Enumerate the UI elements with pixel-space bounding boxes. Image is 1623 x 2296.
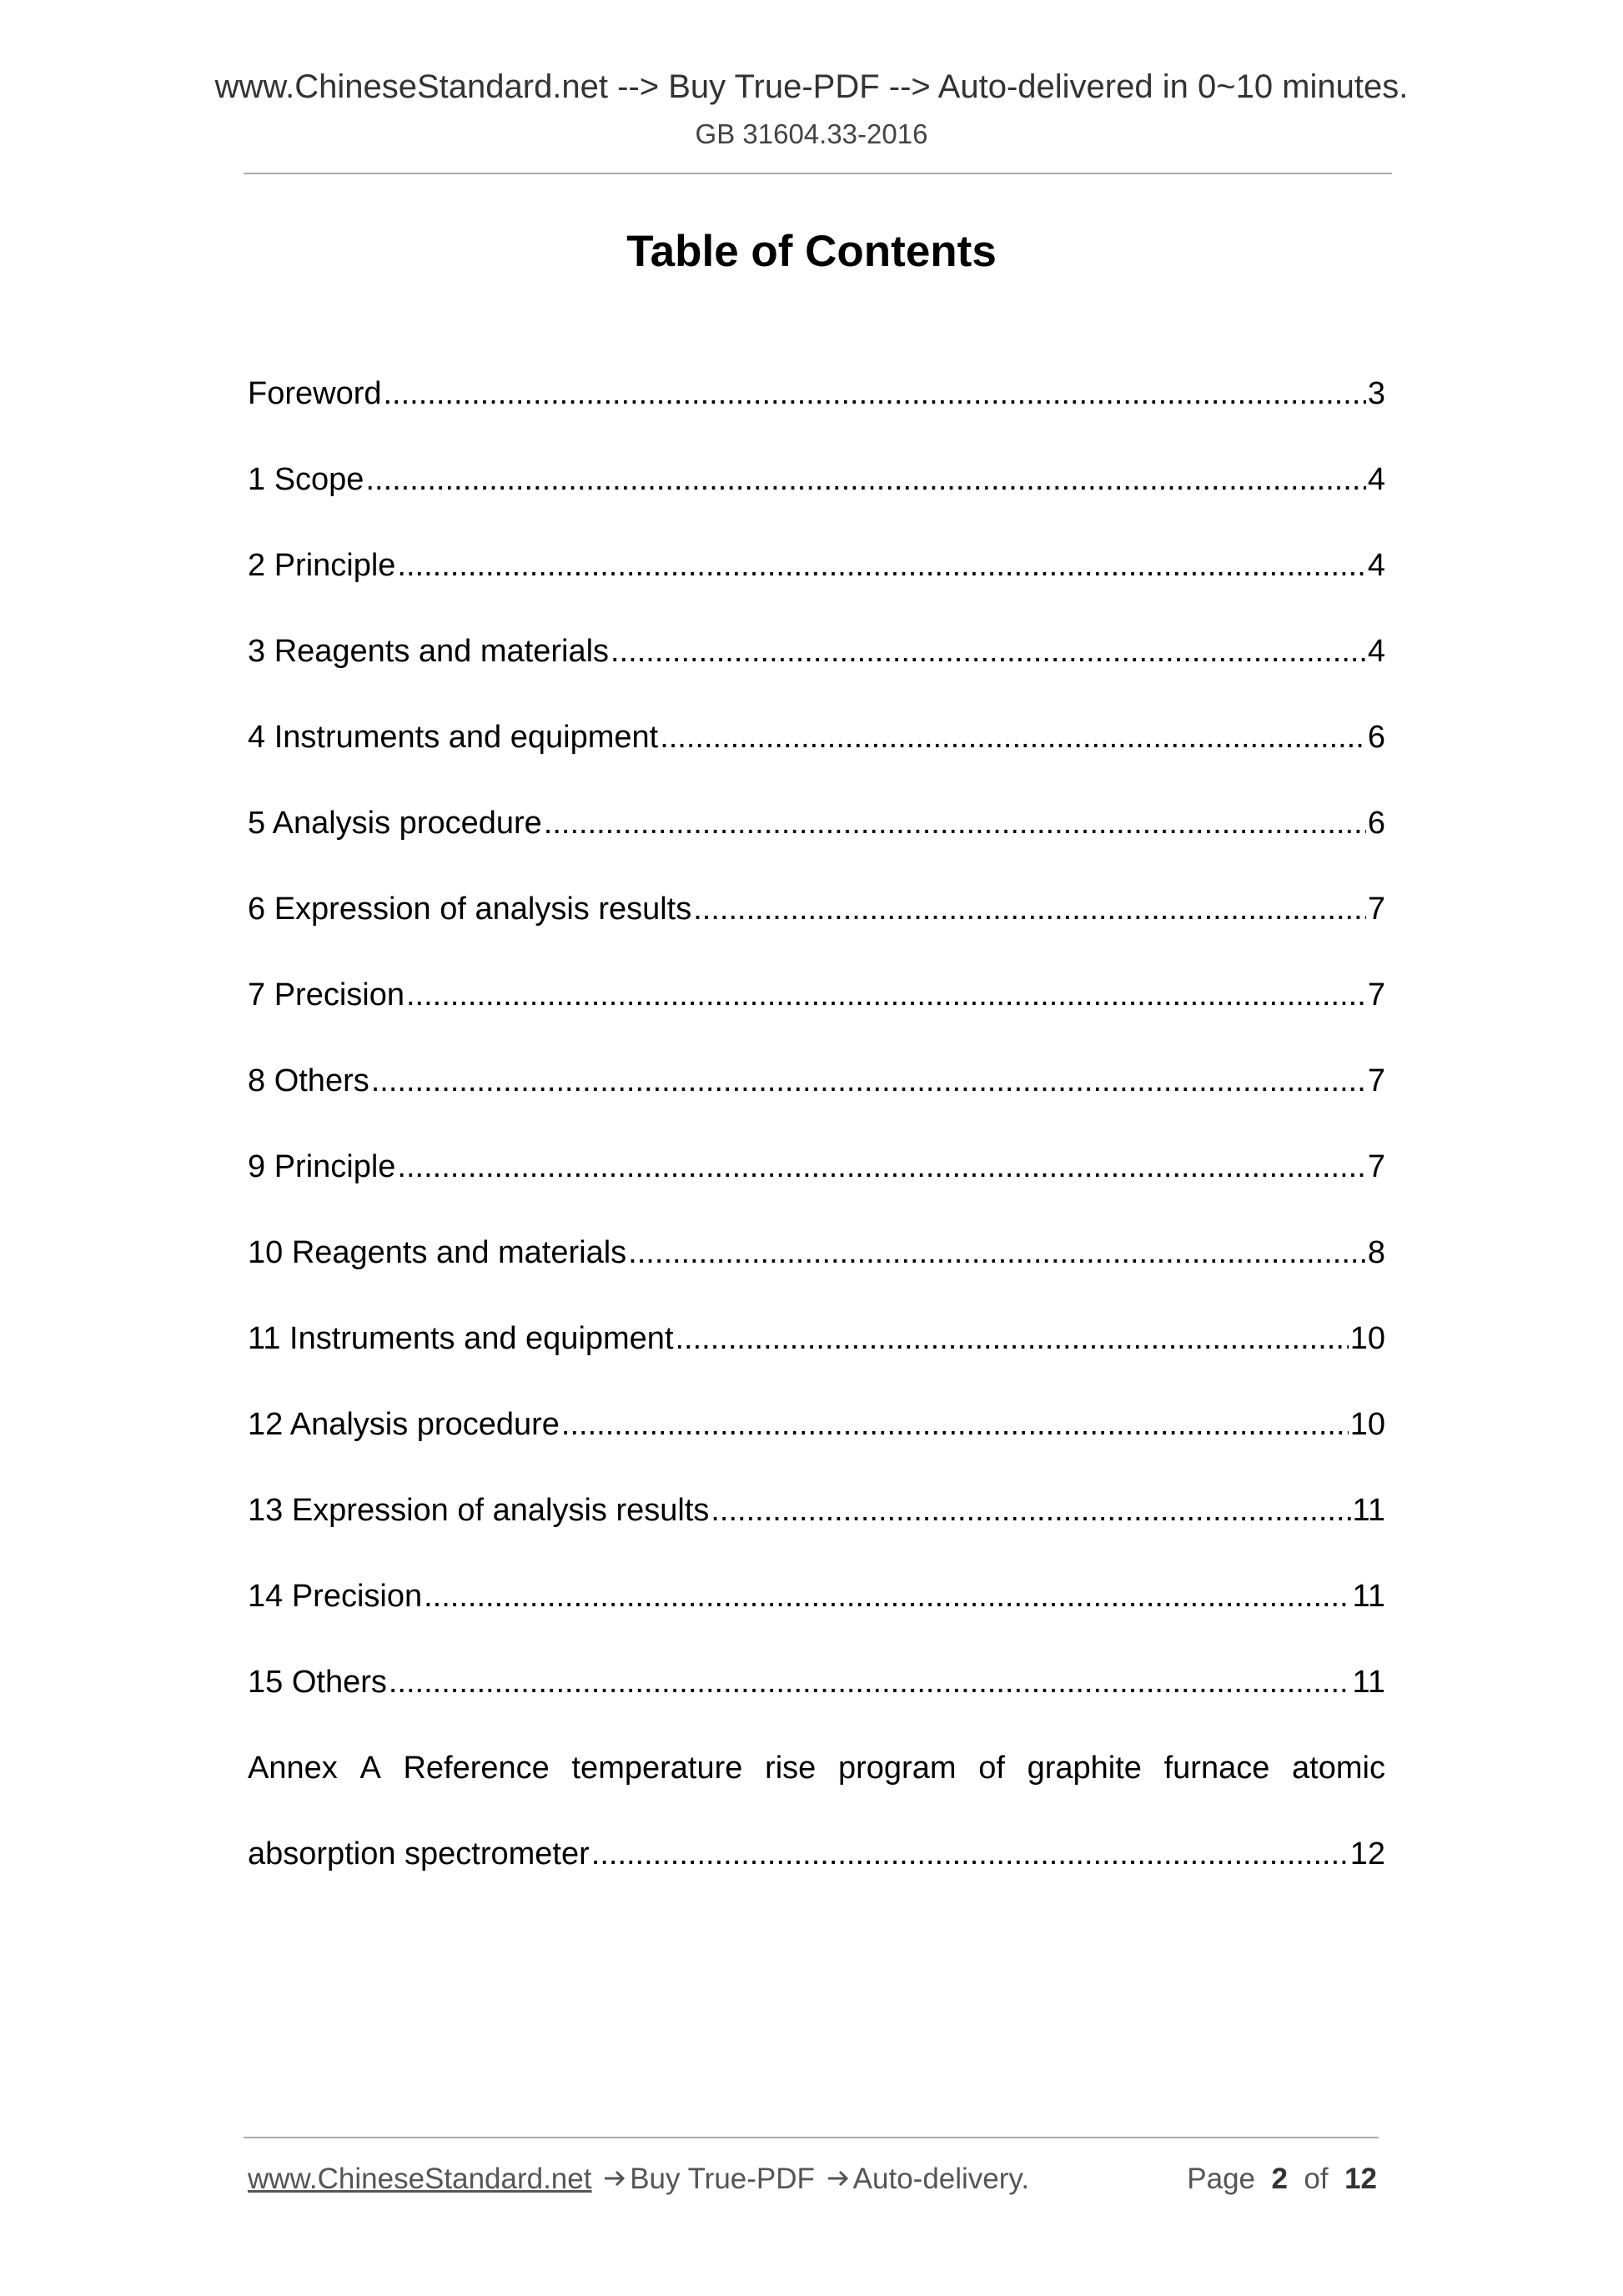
dot-leader — [544, 804, 1366, 842]
toc-entry-label: 10 Reagents and materials — [248, 1234, 627, 1270]
page-title: Table of Contents — [626, 227, 997, 276]
toc-entry-page: 6 — [1367, 805, 1385, 841]
annex-title-word: Reference — [403, 1750, 550, 1786]
toc-entry[interactable] — [248, 1381, 1385, 1467]
toc-entry-label: 1 Scope — [248, 461, 364, 497]
toc-entry-page: 12 — [1349, 1836, 1385, 1871]
toc-entry-page: 7 — [1367, 1063, 1385, 1098]
toc-entry-page: 4 — [1367, 461, 1385, 497]
toc-entry-page: 10 — [1349, 1406, 1385, 1442]
toc-entry-label: 3 Reagents and materials — [248, 633, 610, 669]
toc-entry-page: 10 — [1349, 1320, 1385, 1356]
toc-entry-page: 11 — [1352, 1664, 1385, 1700]
page-total: 12 — [1344, 2163, 1377, 2195]
dot-leader — [693, 890, 1366, 928]
dot-leader — [371, 1062, 1366, 1100]
toc-entry[interactable] — [248, 350, 1385, 436]
dot-leader — [561, 1405, 1349, 1444]
annex-title-word: A — [359, 1750, 381, 1786]
footer-site-link[interactable]: www.ChineseStandard.net — [248, 2163, 592, 2195]
toc-entry[interactable] — [248, 694, 1385, 780]
dot-leader — [711, 1491, 1350, 1530]
annex-title-word: of — [978, 1750, 1005, 1786]
dot-leader — [389, 1663, 1351, 1701]
toc-entry-label: 14 Precision — [248, 1578, 423, 1614]
dot-leader — [628, 1233, 1366, 1272]
toc-entry[interactable] — [248, 1467, 1385, 1553]
toc-entry[interactable] — [248, 522, 1385, 608]
footer — [248, 2159, 1377, 2199]
toc-entry-page: 7 — [1367, 891, 1385, 927]
dot-leader — [397, 1148, 1365, 1186]
toc-entry[interactable] — [248, 436, 1385, 522]
dot-leader — [660, 718, 1366, 756]
of-word: of — [1304, 2163, 1329, 2195]
toc-entry-page: 11 — [1352, 1578, 1385, 1614]
page-current: 2 — [1271, 2163, 1288, 2195]
toc-entry[interactable] — [248, 1037, 1385, 1123]
header-banner: www.ChineseStandard.net --> Buy True-PDF --> Auto-delivered in 0~10 minutes. — [214, 68, 1409, 105]
toc-entry-label: 8 Others — [248, 1063, 369, 1098]
toc-entry-label: 7 Precision — [248, 977, 404, 1012]
dot-leader — [591, 1835, 1349, 1873]
toc-entry-label: 5 Analysis procedure — [248, 805, 542, 841]
footer-delivery-text: Auto-delivery. — [852, 2163, 1030, 2195]
toc-annex-line1[interactable] — [248, 1725, 1385, 1811]
toc-entry[interactable] — [248, 866, 1385, 952]
annex-title-word: temperature — [571, 1750, 743, 1786]
header-divider — [244, 173, 1392, 174]
arrow-right-icon — [600, 2166, 630, 2191]
toc-list — [248, 350, 1385, 1897]
toc-entry-label: 9 Principle — [248, 1148, 396, 1184]
annex-title-word: atomic — [1292, 1750, 1385, 1786]
toc-entry-label: 6 Expression of analysis results — [248, 891, 692, 927]
toc-entry-page: 6 — [1367, 719, 1385, 755]
dot-leader — [384, 374, 1366, 413]
annex-title-word: rise — [765, 1750, 817, 1786]
toc-entry[interactable] — [248, 780, 1385, 866]
dot-leader — [611, 632, 1366, 671]
toc-entry-label: 13 Expression of analysis results — [248, 1492, 710, 1528]
toc-entry-label: Foreword — [248, 375, 382, 411]
footer-divider — [244, 2137, 1379, 2138]
toc-entry-page: 4 — [1367, 547, 1385, 583]
dot-leader — [406, 976, 1366, 1014]
dot-leader — [676, 1319, 1349, 1358]
toc-entry[interactable] — [248, 1295, 1385, 1381]
toc-entry[interactable] — [248, 1123, 1385, 1209]
toc-entry[interactable] — [248, 608, 1385, 694]
page-indicator — [1187, 2159, 1377, 2199]
toc-entry-label: 15 Others — [248, 1664, 387, 1700]
page-word: Page — [1187, 2163, 1256, 2195]
annex-title-word: graphite — [1027, 1750, 1142, 1786]
toc-entry[interactable] — [248, 1639, 1385, 1725]
toc-entry-page: 3 — [1367, 375, 1385, 411]
toc-entry-page: 11 — [1352, 1492, 1385, 1528]
toc-entry-label: absorption spectrometer — [248, 1836, 590, 1871]
toc-entry-page: 7 — [1367, 977, 1385, 1012]
toc-entry-page: 7 — [1367, 1148, 1385, 1184]
toc-entry-page: 8 — [1367, 1234, 1385, 1270]
document-code: GB 31604.33-2016 — [695, 118, 928, 149]
annex-title-word: program — [838, 1750, 957, 1786]
annex-title-word: furnace — [1163, 1750, 1270, 1786]
toc-entry-label: 2 Principle — [248, 547, 396, 583]
toc-entry[interactable] — [248, 952, 1385, 1037]
toc-entry-label: 11 Instruments and equipment — [248, 1320, 674, 1356]
annex-title-word: Annex — [248, 1750, 338, 1786]
toc-entry[interactable] — [248, 1209, 1385, 1295]
dot-leader — [424, 1577, 1350, 1615]
toc-annex-line2[interactable] — [248, 1811, 1385, 1897]
dot-leader — [397, 546, 1365, 585]
toc-entries — [248, 350, 1385, 1725]
toc-entry[interactable] — [248, 1553, 1385, 1639]
toc-entry-page: 4 — [1367, 633, 1385, 669]
toc-entry-label: 12 Analysis procedure — [248, 1406, 560, 1442]
dot-leader — [365, 460, 1365, 499]
footer-buy-text: Buy True-PDF — [630, 2163, 815, 2195]
toc-entry-label: 4 Instruments and equipment — [248, 719, 659, 755]
arrow-right-icon — [823, 2166, 853, 2191]
footer-left — [248, 2159, 1029, 2199]
